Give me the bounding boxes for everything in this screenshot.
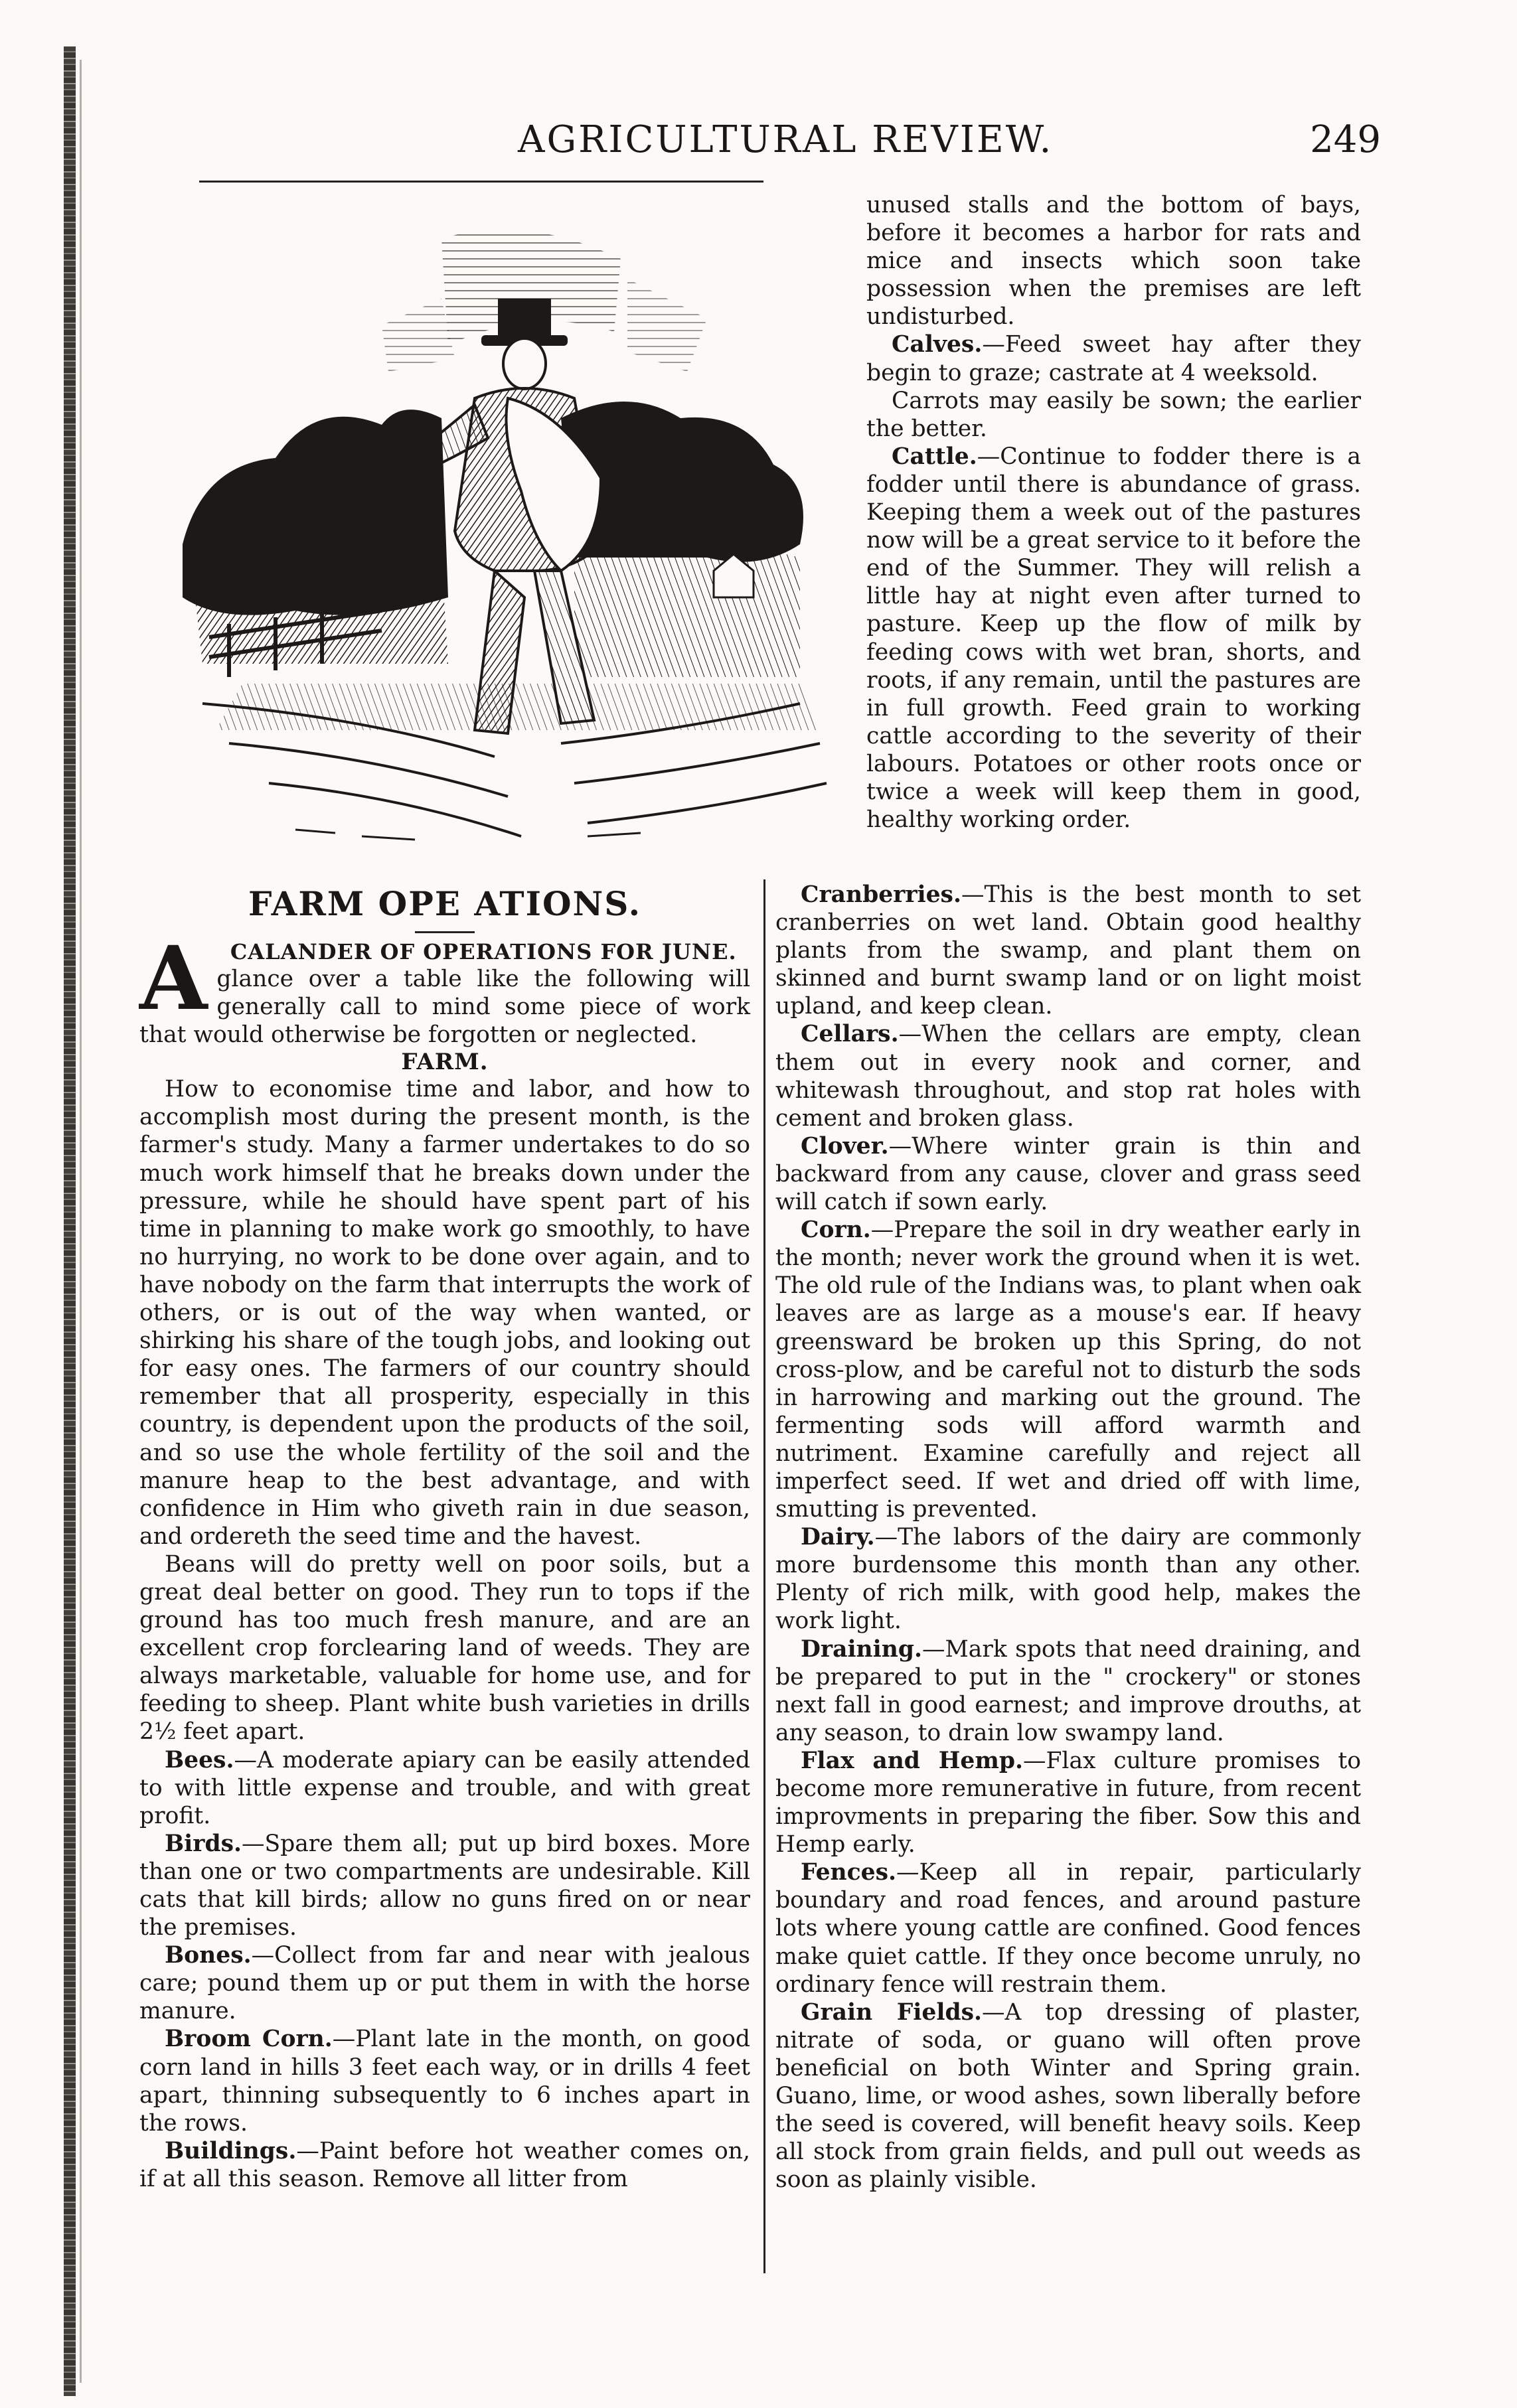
page-header — [199, 118, 1381, 171]
left-column — [139, 886, 750, 2193]
entry-label: Buildings. — [165, 2137, 297, 2164]
drop-cap: A — [139, 927, 208, 1030]
paragraph-beans — [139, 1550, 750, 1746]
section-title: FARM OPE ATIONS. — [248, 884, 641, 923]
entry-label: Bees. — [165, 1746, 234, 1773]
scan-binding-line — [80, 60, 82, 2383]
sower-engraving — [163, 199, 860, 866]
paragraph-flax-hemp — [775, 1747, 1361, 1858]
paragraph-calves — [866, 331, 1361, 386]
paragraph-text: —A moderate apiary can be easily attended to with little expense and trouble, and with great profit. — [139, 1746, 750, 1829]
running-title: AGRICULTURAL REVIEW. — [518, 118, 1054, 161]
paragraph-bees — [139, 1746, 750, 1830]
paragraph-text: —Spare them all; put up bird boxes. More than one or two compartments are undesirable. Kill cats that kill birds; allow no guns fired on or near the premises. — [139, 1830, 750, 1941]
farm-heading: FARM. — [401, 1049, 489, 1076]
entry-label: Corn. — [801, 1217, 871, 1244]
paragraph-dairy — [775, 1523, 1361, 1635]
paragraph-cellars — [775, 1020, 1361, 1132]
paragraph-text: —Collect from far and near with jealous care; pound them up or put them in with the horse manure. — [139, 1942, 750, 2025]
paragraph-text: —Prepare the soil in dry weather early in the month; never work the ground when it is wet. The old rule of the Indians was, to plant when oak leaves are as large as a mouse's ear. If heavy greensward be broken up this Spring, do not cross-plow, and be careful not to disturb the sods in harrowing and marking out the ground. The fermenting sods will afford warmth and nutriment. Examine carefully and reject all imperfect seed. If wet and dried off with lime, smutting is prevented. — [775, 1217, 1361, 1523]
entry-label: Cranberries. — [801, 881, 961, 908]
paragraph-clover — [775, 1132, 1361, 1216]
paragraph-text: —Where winter grain is thin and backward from any cause, clover and grass seed will catch if sown early. — [775, 1132, 1361, 1216]
paragraph-text: —The labors of the dairy are commonly more burdensome this month than any other. Plenty of rich milk, with good help, makes the work light. — [775, 1524, 1361, 1635]
entry-label: Clover. — [801, 1132, 889, 1160]
right-top-column — [866, 191, 1361, 834]
entry-label: Calves. — [892, 331, 983, 358]
entry-label: Birds. — [165, 1830, 242, 1857]
paragraph-text: Beans will do pretty well on poor soils, but a great deal better on good. They run to tops if the ground has too much fresh manure, and are an excellent crop forclearing land of weeds. They are always marketable, valuable for home use, and for feeding to sheep. Plant white bush varieties in drills 2½ feet apart. — [139, 1550, 750, 1746]
page-number: 249 — [1310, 118, 1381, 161]
right-column — [775, 881, 1361, 2194]
paragraph-cranberries — [775, 881, 1361, 1020]
paragraph-text: —Feed sweet hay after they begin to graze; castrate at 4 weeksold. — [866, 331, 1361, 386]
paragraph-bays — [866, 191, 1361, 331]
paragraph-text: Carrots may easily be sown; the earlier the better. — [866, 387, 1361, 442]
paragraph-corn — [775, 1216, 1361, 1523]
paragraph-broom-corn — [139, 2025, 750, 2137]
paragraph-grain-fields — [775, 1998, 1361, 2194]
paragraph-text: —Flax culture promises to become more remunerative in future, from recent improvments in preparing the fiber. Sow this and Hemp early. — [775, 1747, 1361, 1858]
scan-binding-edge — [64, 46, 76, 2396]
intro-paragraph: glance over a table like the following will generally call to mind some piece of work that would otherwise be forgotten or neglected. — [139, 966, 750, 1049]
entry-label: Cellars. — [801, 1021, 899, 1048]
paragraph-birds — [139, 1830, 750, 1941]
entry-label: Grain Fields. — [801, 1998, 982, 2026]
entry-label: Cattle. — [892, 443, 977, 470]
entry-label: Flax and Hemp. — [801, 1747, 1023, 1774]
header-rule — [199, 181, 763, 183]
paragraph-text: —Plant late in the month, on good corn land in hills 3 feet each way, or in drills 4 feet apart, thinning subsequently to 6 inches apart in the rows. — [139, 2026, 750, 2137]
paragraph-carrots — [866, 387, 1361, 443]
paragraph-draining — [775, 1635, 1361, 1747]
paragraph-bones — [139, 1941, 750, 2025]
paragraph-text: —A top dressing of plaster, nitrate of soda, or guano will often prove beneficial on both Winter and Spring grain. Guano, lime, or wood ashes, sown liberally before the seed is covered, will benefit heavy soils. Keep all stock from grain fields, and pull out weeds as soon as plainly visible. — [775, 1998, 1361, 2194]
entry-label: Fences. — [801, 1859, 897, 1886]
paragraph-text: —Paint before hot weather comes on, if at all this season. Remove all litter from — [139, 2137, 750, 2192]
entry-label: Draining. — [801, 1635, 922, 1663]
paragraph-fences — [775, 1858, 1361, 1998]
paragraph-text: How to economise time and labor, and how to accomplish most during the present month, is the farmer's study. Many a farmer undertakes to do so much work himself that he breaks down under the pressure, while he should have spent part of his time in planning to make work go smoothly, to have no hurrying, no work to be done over again, and to have nobody on the farm that interrupts the work of others, or is out of the way when wanted, or shirking his share of the tough jobs, and looking out for easy ones. The farmers of our country should remember that all prosperity, especially in this country, is dependent upon the products of the soil, and so use the whole fertility of the soil and the manure heap to the best advantage, and with confidence in Him who giveth rain in due season, and ordereth the seed time and the havest. — [139, 1076, 750, 1550]
paragraph-text: —Mark spots that need draining, and be prepared to put in the " crockery" or stones next fall in good earnest; and improve drouths, at any season, to drain low swampy land. — [775, 1635, 1361, 1746]
entry-label: Dairy. — [801, 1524, 875, 1551]
title-rule — [415, 931, 475, 933]
entry-label: Broom Corn. — [165, 2026, 333, 2053]
paragraph-text: —When the cellars are empty, clean them out in every nook and corner, and whitewash throughout, and stop rat holes with cement and broken glass. — [775, 1021, 1361, 1132]
calendar-heading: CALANDER OF OPERATIONS FOR JUNE. — [230, 939, 737, 964]
entry-label: Bones. — [165, 1942, 252, 1969]
paragraph-text: unused stalls and the bottom of bays, before it becomes a harbor for rats and mice and insects which soon take possession when the premises are left undisturbed. — [866, 192, 1361, 331]
paragraph-economise — [139, 1075, 750, 1550]
column-divider — [763, 879, 765, 2273]
paragraph-text: —Keep all in repair, particularly boundary and road fences, and around pasture lots where young cattle are confined. Good fences make quiet cattle. If they once become unruly, no ordinary fence will restrain them. — [775, 1859, 1361, 1998]
paragraph-text: —This is the best month to set cranberries on wet land. Obtain good healthy plants from the swamp, and plant them on skinned and burnt swamp land or on light moist upland, and keep clean. — [775, 881, 1361, 1020]
paragraph-buildings — [139, 2137, 750, 2193]
paragraph-cattle — [866, 443, 1361, 834]
paragraph-text: —Continue to fodder there is a fodder until there is abundance of grass. Keeping them a week out of the pastures now will be a great service to it before the end of the Summer. They will relish a little hay at night even after turned to pasture. Keep up the flow of milk by feeding cows with wet bran, shorts, and roots, if any remain, until the pastures are in full growth. Feed grain to working cattle according to the severity of their labours. Potatoes or other roots once or twice a week will keep them in good, healthy working order. — [866, 443, 1361, 834]
